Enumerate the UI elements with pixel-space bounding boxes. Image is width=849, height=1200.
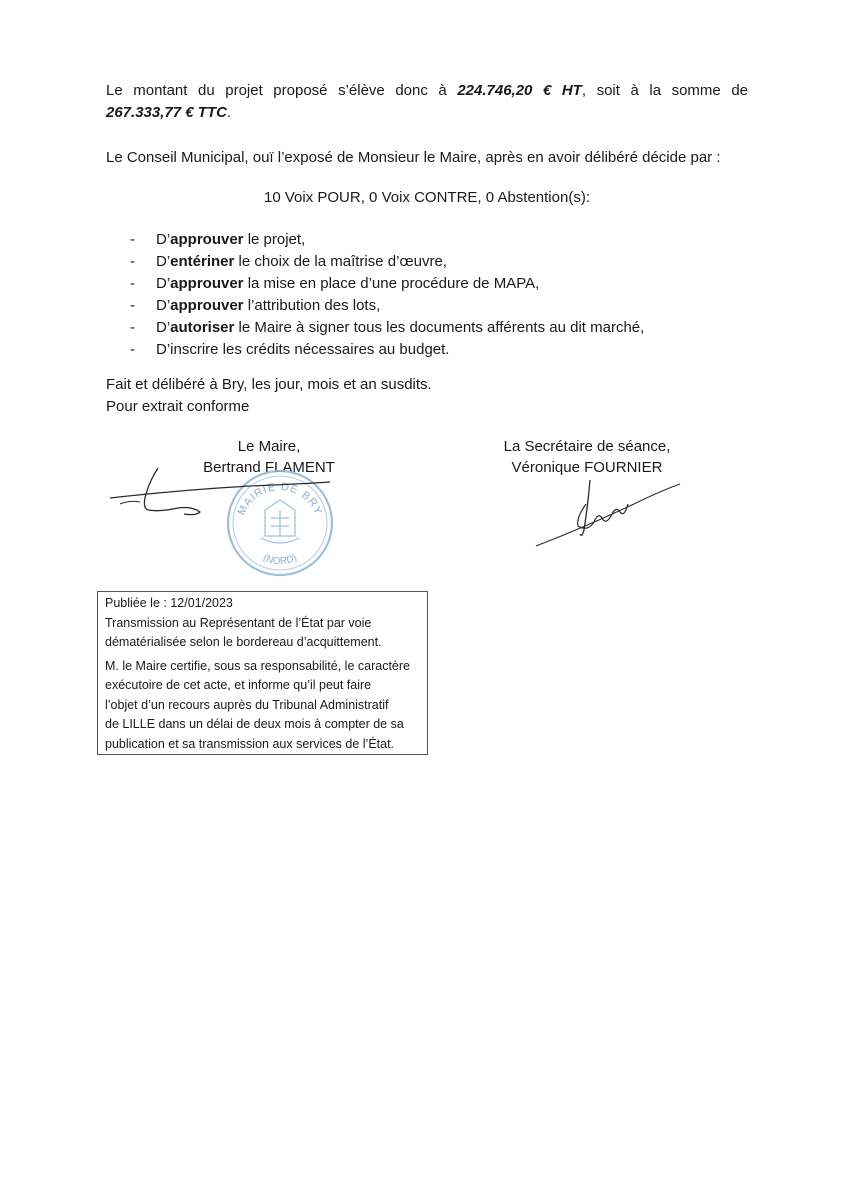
maire-signature-icon xyxy=(100,460,360,525)
council-statement: Le Conseil Municipal, ouï l’exposé de Monsieur le Maire, après en avoir délibéré décide par : xyxy=(106,149,721,166)
vote-result: 10 Voix POUR, 0 Voix CONTRE, 0 Abstention(s): xyxy=(264,189,590,206)
transmission-line-1: Transmission au Représentant de l’État par voie xyxy=(105,615,372,630)
amount-end: . xyxy=(226,104,232,121)
list-dash: - xyxy=(130,253,135,270)
decision-prefix: D’ xyxy=(156,297,171,314)
decision-list xyxy=(106,229,644,361)
certification-line-2: exécutoire de cet acte, et informe qu’il peut faire xyxy=(105,678,372,692)
amount-line-2 xyxy=(106,102,748,124)
secretaire-name: Véronique FOURNIER xyxy=(511,459,663,476)
certification-line-4: de LILLE dans un délai de deux mois à compter de sa xyxy=(105,717,404,731)
decision-prefix: D’ xyxy=(156,275,171,292)
decision-item xyxy=(106,251,644,273)
amount-ht: 224.746,20 € HT xyxy=(457,82,582,99)
decision-rest: le choix de la maîtrise d’œuvre, xyxy=(234,253,447,270)
decision-rest: la mise en place d’une procédure de MAPA, xyxy=(243,275,540,292)
list-dash: - xyxy=(130,341,135,358)
decision-item xyxy=(106,317,644,339)
amount-intro: Le montant du projet proposé s’élève donc à xyxy=(106,82,447,99)
list-dash: - xyxy=(130,319,135,336)
publication-box xyxy=(97,591,428,755)
decision-prefix: D’ xyxy=(156,341,171,358)
decision-rest: inscrire les crédits nécessaires au budget. xyxy=(170,341,450,358)
secretaire-title: La Secrétaire de séance, xyxy=(503,438,671,455)
decision-item xyxy=(106,295,644,317)
decision-item xyxy=(106,229,644,251)
maire-title: Le Maire, xyxy=(237,438,301,455)
decision-item xyxy=(106,339,644,361)
certification-line-5: publication et sa transmission aux services de l’État. xyxy=(105,736,395,751)
amount-line-1 xyxy=(106,80,748,102)
amount-ttc: 267.333,77 € TTC xyxy=(106,104,227,121)
published-date: Publiée le : 12/01/2023 xyxy=(105,596,233,610)
maire-name: Bertrand FLAMENT xyxy=(203,459,335,476)
decision-verb: autoriser xyxy=(170,319,235,336)
list-dash: - xyxy=(130,231,135,248)
decision-verb: entériner xyxy=(170,253,235,270)
list-dash: - xyxy=(130,297,135,314)
decision-verb: approuver xyxy=(170,231,244,248)
fait-line: Fait et délibéré à Bry, les jour, mois et an susdits. xyxy=(106,376,432,393)
decision-prefix: D’ xyxy=(156,319,171,336)
certification-line-1: M. le Maire certifie, sous sa responsabilité, le caractère xyxy=(105,658,410,673)
decision-rest: le Maire à signer tous les documents afférents au dit marché, xyxy=(234,319,645,336)
decision-prefix: D’ xyxy=(156,231,171,248)
list-dash: - xyxy=(130,275,135,292)
extrait-line: Pour extrait conforme xyxy=(106,398,250,415)
decision-verb: approuver xyxy=(170,297,244,314)
stamp-top-text: MAIRIE DE BRY xyxy=(235,480,325,518)
decision-rest: l’attribution des lots, xyxy=(243,297,381,314)
stamp-bottom-text: (NORD) xyxy=(261,552,299,568)
transmission-line-2: dématérialisée selon le bordereau d’acquittement. xyxy=(105,635,382,649)
secretaire-signature-block xyxy=(497,436,677,478)
closing-lines xyxy=(106,374,432,418)
secretaire-signature-icon xyxy=(528,474,688,554)
amount-mid: , soit à la somme de xyxy=(581,82,749,99)
certification-line-3: l’objet d’un recours auprès du Tribunal Administratif xyxy=(105,697,389,712)
decision-prefix: D’ xyxy=(156,253,171,270)
decision-verb: approuver xyxy=(170,275,244,292)
decision-rest: le projet, xyxy=(243,231,306,248)
decision-item xyxy=(106,273,644,295)
